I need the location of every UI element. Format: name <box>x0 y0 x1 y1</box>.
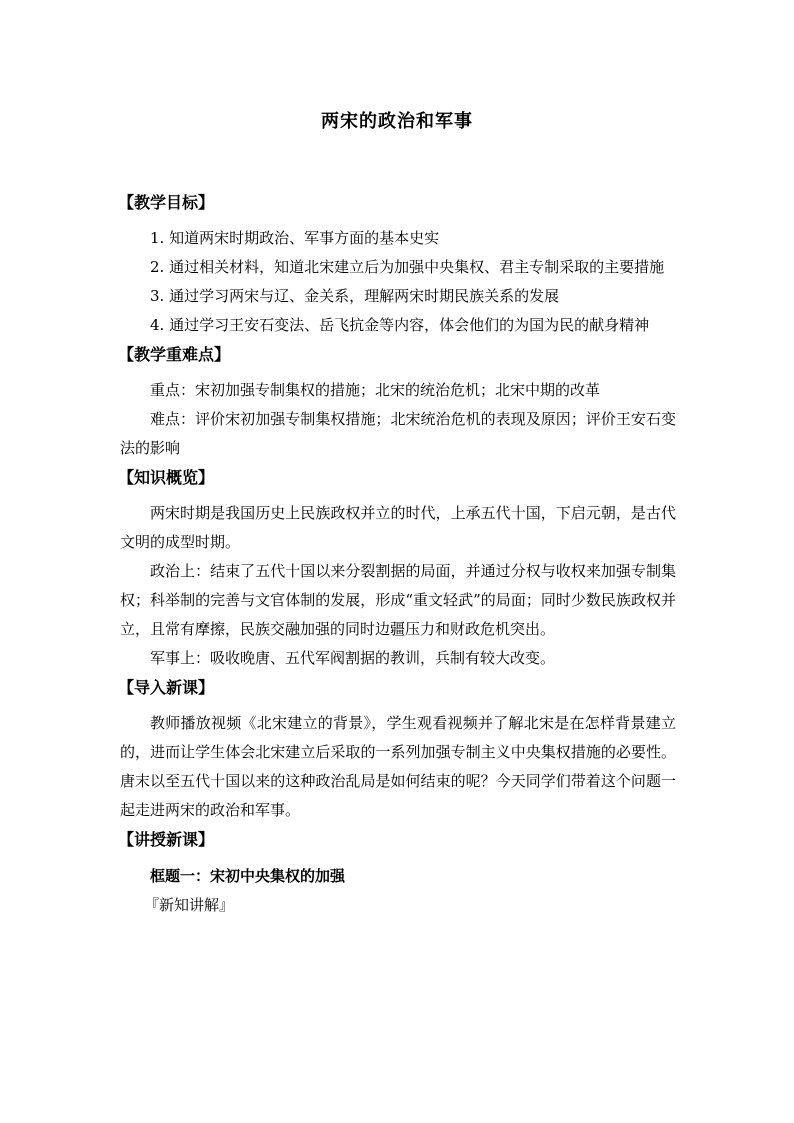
objective-item: 1. 知道两宋时期政治、军事方面的基本史实 <box>150 229 440 247</box>
overview-paragraph: 军事上：吸收晚唐、五代军阀割据的教训，兵制有较大改变。 <box>150 649 556 667</box>
key-point-item: 重点：宋初加强专制集权的措施；北宋的统治危机；北宋中期的改革 <box>150 381 601 399</box>
lecture-note: 『新知讲解』 <box>144 896 235 914</box>
objective-item: 2. 通过相关材料，知道北宋建立后为加强中央集权、君主专制采取的主要措施 <box>150 258 665 276</box>
section-heading-overview: 【知识概览】 <box>118 468 215 487</box>
document-title: 两宋的政治和军事 <box>321 111 473 132</box>
lecture-subheading: 框题一：宋初中央集权的加强 <box>150 867 346 885</box>
intro-paragraph: 教师播放视频《北宋建立的背景》，学生观看视频并了解北宋是在怎样背景建立的，进而让学生体会北宋建立后采取的一系列加强专制主义中央集权措施的必要性。唐末以至五代十国以来的这种政治乱局是如何结束的呢？今天同学们带着这个问题一起走进两宋的政治和军事。 <box>120 714 676 819</box>
overview-paragraph: 两宋时期是我国历史上民族政权并立的时代，上承五代十国，下启元朝，是古代文明的成型时期。 <box>120 504 676 551</box>
objective-item: 4. 通过学习王安石变法、岳飞抗金等内容，体会他们的为国为民的献身精神 <box>150 316 650 334</box>
section-heading-lecture: 【讲授新课】 <box>118 830 215 849</box>
key-point-item: 难点：评价宋初加强专制集权措施；北宋统治危机的表现及原因；评价王安石变法的影响 <box>120 410 676 457</box>
section-heading-intro: 【导入新课】 <box>118 678 215 697</box>
overview-paragraph: 政治上：结束了五代十国以来分裂割据的局面，并通过分权与收权来加强专制集权；科举制的完善与文官体制的发展，形成“重文轻武”的局面；同时少数民族政权并立，且常有摩擦，民族交融加强的同时边疆压力和财政危机突出。 <box>120 562 676 638</box>
section-heading-objectives: 【教学目标】 <box>118 193 215 212</box>
objective-item: 3. 通过学习两宋与辽、金关系，理解两宋时期民族关系的发展 <box>150 287 560 305</box>
section-heading-key-points: 【教学重难点】 <box>118 345 231 364</box>
document-body <box>120 188 676 920</box>
